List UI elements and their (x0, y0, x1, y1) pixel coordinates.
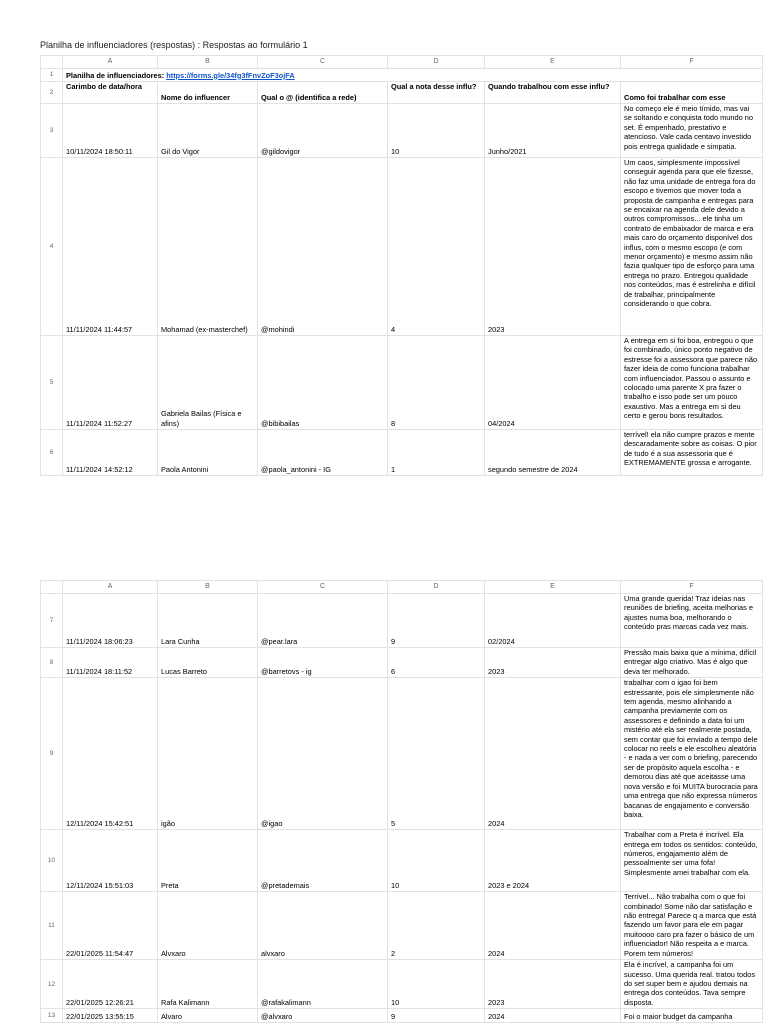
header-row (41, 82, 763, 104)
cell-when-worked[interactable]: 2023 (485, 158, 621, 336)
cell-timestamp[interactable]: 11/11/2024 11:44:57 (63, 158, 158, 336)
table-row (41, 336, 763, 430)
row-number[interactable]: 1 (41, 69, 63, 82)
cell-when-worked[interactable]: 2024 (485, 892, 621, 960)
cell-influencer-name[interactable]: Alvaro (158, 1009, 258, 1023)
column-header-b[interactable]: B (158, 581, 258, 594)
cell-how-was-it[interactable]: Um caos, simplesmente impossível conseguir agenda para que ele fizesse, não faz uma unidade de entrega fora do escopo e tivemos que mover toda a proposta de campanha e entregas para se encaixar na agenda dele devido a outros compromissos... ele tinha um contrato de embaixador de marca e era mais caro do orçamento disponível dos influs, com o mesmo escopo (e com menor orçamento) e mesmo assim não fazia qualquer tipo de esforço para uma entrega no prazo. Entregou qualidade nos conteúdos, mas é estrelinha e difícil de trabalhar, principalmente considerando o que cobra. (621, 158, 763, 336)
column-header-c[interactable]: C (258, 581, 388, 594)
cell-influencer-name[interactable]: Mohamad (ex-masterchef) (158, 158, 258, 336)
cell-handle[interactable]: alvxaro (258, 892, 388, 960)
cell-timestamp[interactable]: 22/01/2025 11:54:47 (63, 892, 158, 960)
corner-cell (41, 581, 63, 594)
cell-handle[interactable]: @bibibailas (258, 336, 388, 430)
row-number[interactable]: 9 (41, 678, 63, 830)
cell-influencer-name[interactable]: Preta (158, 830, 258, 892)
form-link[interactable]: https://forms.gle/34fg3fFnvZoF3ojFA (166, 70, 295, 80)
cell-timestamp[interactable]: 11/11/2024 14:52:12 (63, 430, 158, 476)
header-how-was-it[interactable]: Como foi trabalhar com esse (621, 82, 763, 104)
cell-how-was-it[interactable]: Pressão mais baixa que a mínima, difícil entregar algo criativo. Mas é algo que deva ter melhorado. (621, 648, 763, 678)
table-row (41, 960, 763, 1009)
cell-when-worked[interactable]: 2023 (485, 960, 621, 1009)
cell-when-worked[interactable]: 04/2024 (485, 336, 621, 430)
cell-how-was-it[interactable]: terrível! ela não cumpre prazos e mente descaradamente sobre as coisas. O pior de tudo é a sua assessoria que é EXTREMAMENTE grossa e arrogante. (621, 430, 763, 476)
row-number[interactable]: 11 (41, 892, 63, 960)
column-header-d[interactable]: D (388, 56, 485, 69)
cell-influencer-name[interactable]: Gabriela Bailas (Física e afins) (158, 336, 258, 430)
cell-influencer-name[interactable]: Gil do Vigor (158, 104, 258, 158)
cell-timestamp[interactable]: 22/01/2025 13:55:15 (63, 1009, 158, 1023)
cell-rating[interactable]: 6 (388, 648, 485, 678)
row-number[interactable]: 5 (41, 336, 63, 430)
column-header-e[interactable]: E (485, 581, 621, 594)
cell-timestamp[interactable]: 11/11/2024 11:52:27 (63, 336, 158, 430)
cell-rating[interactable]: 10 (388, 960, 485, 1009)
cell-how-was-it[interactable]: No começo ele é meio tímido, mas vai se soltando e conquista todo mundo no set. É empenhado, prestativo e atencioso. Vale cada centavo investido pois entrega qualidade e simpatia. (621, 104, 763, 158)
cell-influencer-name[interactable]: Lara Cunha (158, 594, 258, 648)
cell-when-worked[interactable]: 2024 (485, 678, 621, 830)
table-row (41, 594, 763, 648)
spreadsheet-table-1 (40, 55, 763, 476)
cell-rating[interactable]: 1 (388, 430, 485, 476)
column-header-f[interactable]: F (621, 581, 763, 594)
cell-rating[interactable]: 10 (388, 830, 485, 892)
cell-influencer-name[interactable]: Lucas Barreto (158, 648, 258, 678)
row-number[interactable]: 3 (41, 104, 63, 158)
column-header-b[interactable]: B (158, 56, 258, 69)
corner-cell (41, 56, 63, 69)
cell-how-was-it[interactable]: Foi o maior budget da campanha (621, 1009, 763, 1023)
spreadsheet-table-2 (40, 580, 763, 1023)
cell-handle[interactable]: @rafakalimann (258, 960, 388, 1009)
cell-rating[interactable]: 10 (388, 104, 485, 158)
cell-handle[interactable]: @alvxaro (258, 1009, 388, 1023)
cell-how-was-it[interactable]: Ela é incrível, a campanha foi um sucesso. Uma querida real. tratou todos do set super bem e ajudou demais na entrega dos conteúdos. Tava sempre disposta. (621, 960, 763, 1009)
header-handle[interactable]: Qual o @ (identifica a rede) (258, 82, 388, 104)
column-header-d[interactable]: D (388, 581, 485, 594)
cell-handle[interactable]: @barretovs - ig (258, 648, 388, 678)
table-row (41, 830, 763, 892)
cell-when-worked[interactable]: segundo semestre de 2024 (485, 430, 621, 476)
table-row (41, 1009, 763, 1023)
cell-rating[interactable]: 8 (388, 336, 485, 430)
column-header-e[interactable]: E (485, 56, 621, 69)
cell-timestamp[interactable]: 11/11/2024 18:11:52 (63, 648, 158, 678)
cell-rating[interactable]: 9 (388, 1009, 485, 1023)
row-number[interactable]: 6 (41, 430, 63, 476)
header-timestamp[interactable]: Carimbo de data/hora (63, 82, 158, 104)
cell-how-was-it[interactable]: A entrega em si foi boa, entregou o que foi combinado, único ponto negativo de estresse foi a assessora que parece não fazer ideia de como funciona trabalhar com influenciador. Passou o assunto e colocado uma parente X pra fazer o trabalho e isso pode ser um pouco exaustivo. Mas a entrega em si deu certo e gerou bons resultados. (621, 336, 763, 430)
row-number[interactable]: 10 (41, 830, 63, 892)
cell-when-worked[interactable]: 02/2024 (485, 594, 621, 648)
cell-timestamp[interactable]: 12/11/2024 15:51:03 (63, 830, 158, 892)
cell-how-was-it[interactable]: Terrível... Não trabalha com o que foi combinado! Some não dar satisfação e não entrega! Parece q a marca que está fazendo um favor para ele em pagar muitoooo caro pra fazer o básico de um influenciador! Não respeita a e marca. Porem tem números! (621, 892, 763, 960)
form-link-cell[interactable] (63, 69, 763, 82)
cell-influencer-name[interactable]: Rafa Kalimann (158, 960, 258, 1009)
row-number[interactable]: 13 (41, 1009, 63, 1023)
cell-handle[interactable]: @mohindi (258, 158, 388, 336)
cell-handle[interactable]: @gildovigor (258, 104, 388, 158)
document-title: Planilha de influenciadores (respostas) : Respostas ao formulário 1 (40, 40, 308, 50)
cell-rating[interactable]: 4 (388, 158, 485, 336)
cell-timestamp[interactable]: 12/11/2024 15:42:51 (63, 678, 158, 830)
cell-how-was-it[interactable]: trabalhar com o igao foi bem estressante, pois ele simplesmente não tem agenda, mesmo alinhando a campanha previamente com os assessores e definindo a data foi um mistério até ela ser realmente postada, sem contar que foi enviado a tempo dele colocar no reels e ele escolheu aleatória - e nada a ver com o briefing, parecendo ser de propósito aquela escolha - e demorou dias até que aceitasse uma nova versão e foi MUITA burocracia para uma entrega que não expressa números bacanas de engajamento e conversão baixa. (621, 678, 763, 830)
cell-handle[interactable]: @pear.lara (258, 594, 388, 648)
table-row (41, 648, 763, 678)
cell-influencer-name[interactable]: Paola Antonini (158, 430, 258, 476)
form-link-label: Planilha de influenciadores: (66, 70, 165, 80)
cell-when-worked[interactable]: Junho/2021 (485, 104, 621, 158)
row-number[interactable]: 7 (41, 594, 63, 648)
table-row (41, 158, 763, 336)
cell-timestamp[interactable]: 22/01/2025 12:26:21 (63, 960, 158, 1009)
cell-influencer-name[interactable]: igão (158, 678, 258, 830)
row-number[interactable]: 4 (41, 158, 63, 336)
table-row (41, 430, 763, 476)
cell-how-was-it[interactable]: Uma grande querida! Traz ideias nas reuniões de briefing, aceita melhorias e ajustes numa boa, melhorando o conteúdo pras marcas cada vez mais. (621, 594, 763, 648)
row-number[interactable]: 2 (41, 82, 63, 104)
cell-influencer-name[interactable]: Alvxaro (158, 892, 258, 960)
column-header-c[interactable]: C (258, 56, 388, 69)
header-rating[interactable]: Qual a nota desse influ? (388, 82, 485, 104)
table-row (41, 892, 763, 960)
cell-when-worked[interactable]: 2024 (485, 1009, 621, 1023)
cell-handle[interactable]: @igao (258, 678, 388, 830)
cell-handle[interactable]: @paola_antonini - IG (258, 430, 388, 476)
row-number[interactable]: 8 (41, 648, 63, 678)
column-header-a[interactable]: A (63, 581, 158, 594)
column-header-row (41, 56, 763, 69)
cell-when-worked[interactable]: 2023 (485, 648, 621, 678)
cell-timestamp[interactable]: 11/11/2024 18:06:23 (63, 594, 158, 648)
header-influencer-name[interactable]: Nome do influencer (158, 82, 258, 104)
header-when-worked[interactable]: Quando trabalhou com esse influ? (485, 82, 621, 104)
column-header-row (41, 581, 763, 594)
sheet-page-2 (40, 580, 758, 1023)
column-header-a[interactable]: A (63, 56, 158, 69)
column-header-f[interactable]: F (621, 56, 763, 69)
row-number[interactable]: 12 (41, 960, 63, 1009)
table-row (41, 69, 763, 82)
table-row (41, 678, 763, 830)
cell-handle[interactable]: @pretademais (258, 830, 388, 892)
sheet-page-1 (40, 55, 758, 476)
cell-when-worked[interactable]: 2023 e 2024 (485, 830, 621, 892)
cell-rating[interactable]: 5 (388, 678, 485, 830)
cell-rating[interactable]: 9 (388, 594, 485, 648)
cell-rating[interactable]: 2 (388, 892, 485, 960)
cell-how-was-it[interactable]: Trabalhar com a Preta é incrível. Ela entrega em todos os sentidos: conteúdo, números, engajamento além de pessoalmente ser uma fofa! Simplesmente amei trabalhar com ela. (621, 830, 763, 892)
table-row (41, 104, 763, 158)
cell-timestamp[interactable]: 10/11/2024 18:50:11 (63, 104, 158, 158)
